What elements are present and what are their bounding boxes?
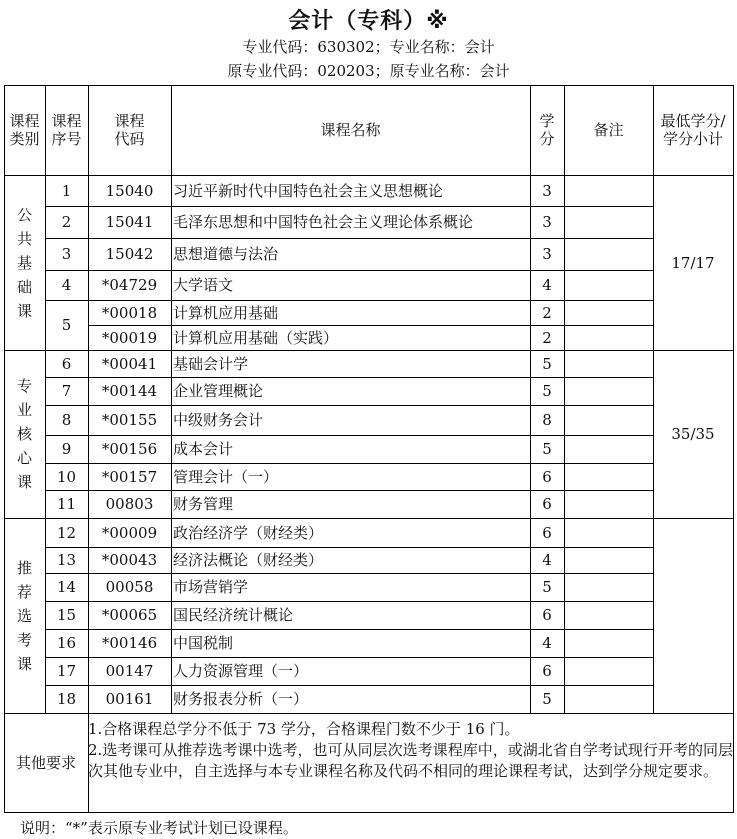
course-seq: 3 — [61, 245, 72, 263]
course-code: 00803 — [105, 495, 154, 513]
row-rule — [45, 206, 654, 207]
vertical-char: 推 — [16, 558, 32, 577]
table-rule — [530, 85, 531, 714]
course-code: *00157 — [101, 467, 158, 486]
course-seq: 4 — [61, 276, 72, 294]
other-requirements-text — [88, 719, 733, 782]
course-credit: 4 — [542, 276, 552, 294]
course-code: *00009 — [101, 523, 158, 542]
requirement-item-2: 2.选考课可从推荐选考课中选考，也可从同层次选考课程库中，或湖北省自学考试现行开考的同层次其他专业中，自主选择与本专业课程名称及代码不相同的理论课程考试，达到学分规定要求。 — [88, 741, 733, 780]
course-seq: 9 — [61, 440, 72, 458]
vertical-char: 核 — [16, 425, 32, 443]
header-credit — [530, 85, 564, 175]
header-rule — [4, 175, 734, 176]
course-credit: 4 — [542, 551, 552, 569]
course-name: 管理会计（一） — [173, 467, 279, 486]
group-rule — [4, 350, 734, 351]
course-seq: 11 — [56, 495, 77, 513]
course-credit: 3 — [542, 213, 552, 231]
row-rule — [45, 435, 654, 436]
old-major-code-line: 原专业代码：020203；原专业名称：会计 — [227, 62, 510, 80]
category-label — [4, 518, 45, 713]
course-code: *00041 — [101, 354, 158, 373]
header-seq — [45, 85, 88, 175]
course-code: 15041 — [105, 213, 154, 231]
table-bottom-rule — [4, 812, 734, 813]
course-name: 市场营销学 — [173, 578, 249, 596]
header-line: 序号 — [51, 130, 82, 148]
course-credit: 3 — [542, 245, 552, 263]
row-rule — [45, 547, 654, 548]
vertical-char: 共 — [16, 229, 32, 248]
course-credit: 5 — [542, 440, 552, 458]
vertical-char: 专 — [16, 377, 32, 395]
table-right-rule — [733, 85, 734, 813]
course-seq: 17 — [56, 662, 77, 680]
course-credit: 8 — [542, 411, 552, 429]
group-rule — [4, 518, 734, 519]
page-title: 会计（专科）※ — [288, 9, 449, 34]
course-name: 基础会计学 — [173, 354, 249, 373]
row-rule — [45, 300, 654, 301]
course-credit: 5 — [542, 354, 552, 373]
course-code: 15040 — [105, 181, 154, 200]
row-rule — [45, 657, 654, 658]
table-rule — [45, 85, 46, 714]
row-rule — [45, 405, 654, 406]
group-subtotal: 35/35 — [671, 425, 715, 443]
course-name: 人力资源管理（一） — [173, 662, 309, 680]
header-line: 分 — [539, 130, 555, 148]
course-code: *00018 — [101, 303, 158, 322]
course-name: 计算机应用基础（实践） — [173, 328, 339, 347]
header-min-credit — [653, 85, 733, 175]
row-rule — [45, 601, 654, 602]
course-seq: 18 — [56, 690, 77, 708]
course-code: 15042 — [105, 245, 154, 263]
vertical-char: 荐 — [16, 582, 32, 601]
course-seq: 12 — [56, 523, 77, 542]
row-rule — [45, 238, 654, 239]
course-credit: 5 — [542, 690, 552, 708]
course-credit: 2 — [542, 303, 552, 322]
course-code: 00161 — [105, 690, 154, 708]
course-credit: 5 — [542, 382, 552, 400]
course-seq: 14 — [56, 578, 77, 596]
vertical-char: 考 — [16, 630, 32, 649]
course-seq: 2 — [61, 213, 72, 231]
vertical-char: 课 — [16, 473, 32, 491]
course-name: 中国税制 — [173, 634, 234, 652]
other-requirements-label: 其他要求 — [15, 753, 76, 772]
vertical-char: 心 — [16, 449, 32, 467]
row-rule — [45, 573, 654, 574]
row-rule — [45, 490, 654, 491]
course-code: *00043 — [101, 551, 158, 569]
header-line: 代码 — [114, 130, 145, 148]
header-line: 最低学分/ — [660, 112, 726, 130]
row-rule — [45, 270, 654, 271]
course-code: 00147 — [105, 662, 154, 680]
requirement-item-1: 1.合格课程总学分不低于 73 学分，合格课程门数不少于 16 门。 — [88, 720, 520, 738]
row-rule — [45, 463, 654, 464]
row-rule — [45, 685, 654, 686]
course-credit: 2 — [542, 328, 552, 347]
course-name: 财务报表分析（一） — [173, 690, 309, 708]
header-category — [4, 85, 45, 175]
category-label — [4, 350, 45, 518]
header-line: 学 — [539, 112, 555, 130]
course-credit: 6 — [542, 662, 552, 680]
course-name: 财务管理 — [173, 495, 234, 513]
course-name: 国民经济统计概论 — [173, 606, 294, 624]
vertical-char: 课 — [16, 301, 32, 320]
course-credit: 4 — [542, 634, 552, 652]
header-line: 类别 — [9, 130, 40, 148]
course-name: 习近平新时代中国特色社会主义思想概论 — [173, 181, 444, 200]
header-line: 课程 — [9, 112, 40, 130]
table-rule — [171, 85, 172, 714]
category-label — [4, 175, 45, 350]
course-code: *00156 — [101, 440, 158, 458]
row-rule — [45, 629, 654, 630]
requirements-rule — [4, 713, 734, 714]
course-code: *00065 — [101, 606, 158, 624]
header-code — [88, 85, 171, 175]
course-code: *04729 — [101, 276, 158, 294]
row-rule — [45, 377, 654, 378]
course-credit: 6 — [542, 606, 552, 624]
course-seq: 10 — [56, 467, 77, 486]
course-code: *00155 — [101, 411, 158, 429]
footnote: 说明：“*”表示原专业考试计划已设课程。 — [20, 819, 298, 837]
vertical-char: 础 — [16, 277, 32, 296]
course-seq: 16 — [56, 634, 77, 652]
major-code-line: 专业代码：630302；专业名称：会计 — [242, 38, 495, 56]
vertical-char: 课 — [16, 654, 32, 673]
table-top-rule — [4, 85, 734, 86]
header-remark: 备注 — [593, 121, 624, 139]
course-credit: 6 — [542, 495, 552, 513]
course-seq: 15 — [56, 606, 77, 624]
header-line: 学分小计 — [662, 130, 723, 148]
row-rule — [88, 325, 654, 326]
course-code: 00058 — [105, 578, 154, 596]
group-subtotal — [653, 518, 733, 713]
course-code: *00144 — [101, 382, 158, 400]
course-credit: 6 — [542, 523, 552, 542]
course-seq: 7 — [61, 382, 72, 400]
course-name: 思想道德与法治 — [173, 245, 279, 263]
course-name: 中级财务会计 — [173, 411, 264, 429]
header-line: 课程 — [114, 112, 145, 130]
table-rule — [653, 85, 654, 714]
course-name: 大学语文 — [173, 276, 234, 294]
vertical-char: 基 — [16, 253, 32, 272]
course-code: *00019 — [101, 328, 158, 347]
course-credit: 5 — [542, 578, 552, 596]
course-seq: 6 — [61, 354, 72, 373]
course-name: 企业管理概论 — [173, 382, 264, 400]
table-rule — [564, 85, 565, 714]
table-rule — [88, 85, 89, 813]
course-seq: 1 — [61, 181, 72, 200]
course-credit: 3 — [542, 181, 552, 200]
header-name: 课程名称 — [320, 121, 381, 139]
vertical-char: 公 — [16, 205, 32, 224]
course-credit: 6 — [542, 467, 552, 486]
course-name: 经济法概论（财经类） — [173, 551, 324, 569]
vertical-char: 业 — [16, 401, 32, 419]
course-code: *00146 — [101, 634, 158, 652]
course-seq: 13 — [56, 551, 77, 569]
table-left-rule — [4, 85, 5, 813]
vertical-char: 选 — [16, 606, 32, 625]
course-name: 毛泽东思想和中国特色社会主义理论体系概论 — [173, 213, 474, 231]
course-name: 政治经济学（财经类） — [173, 523, 324, 542]
course-seq: 5 — [61, 316, 72, 334]
header-line: 课程 — [51, 112, 82, 130]
course-name: 计算机应用基础 — [173, 303, 279, 322]
course-seq: 8 — [61, 411, 72, 429]
group-subtotal: 17/17 — [671, 253, 715, 272]
course-name: 成本会计 — [173, 440, 234, 458]
